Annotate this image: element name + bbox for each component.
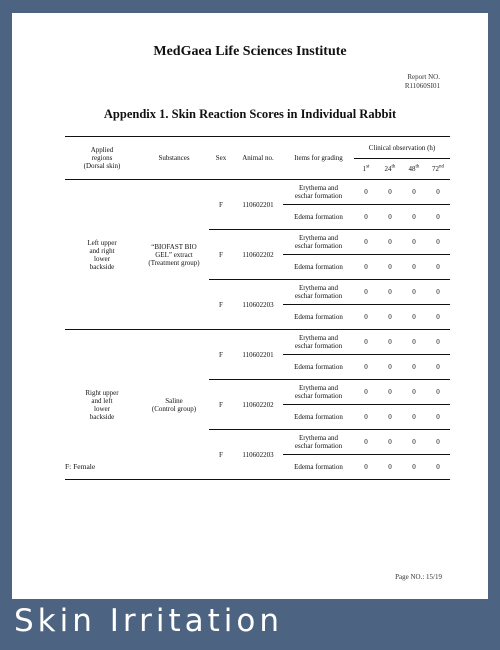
substance: Saline (Control group): [139, 330, 209, 480]
score-cell: 0: [378, 430, 402, 455]
header-clinical-observation: Clinical observation (h): [354, 137, 450, 159]
score-cell: 0: [426, 280, 450, 305]
sex-cell: F: [209, 330, 233, 380]
score-cell: 0: [426, 380, 450, 405]
score-cell: 0: [378, 305, 402, 330]
score-cell: 0: [354, 380, 378, 405]
score-cell: 0: [402, 455, 426, 480]
score-cell: 0: [378, 330, 402, 355]
grading-item: Erythema and eschar formation: [283, 280, 354, 305]
score-cell: 0: [378, 180, 402, 205]
sex-cell: F: [209, 430, 233, 480]
table-row: [65, 330, 450, 355]
substance: “BIOFAST BIO GEL” extract (Treatment group): [139, 180, 209, 330]
score-cell: 0: [426, 405, 450, 430]
score-cell: 0: [426, 305, 450, 330]
score-cell: 0: [426, 455, 450, 480]
score-cell: 0: [378, 280, 402, 305]
report-number: [405, 73, 440, 91]
section-banner: Skin Irritation: [14, 603, 283, 639]
grading-item: Erythema and eschar formation: [283, 180, 354, 205]
applied-region: Left upper and right lower backside: [65, 180, 139, 330]
animal-no-cell: 110602201: [233, 180, 283, 230]
skin-reaction-table: [65, 136, 450, 480]
score-cell: 0: [378, 205, 402, 230]
score-cell: 0: [426, 355, 450, 380]
score-cell: 0: [402, 305, 426, 330]
report-label: Report NO.: [407, 73, 440, 81]
score-cell: 0: [354, 255, 378, 280]
sex-cell: F: [209, 280, 233, 330]
grading-item: Edema formation: [283, 305, 354, 330]
appendix-title: Appendix 1. Skin Reaction Scores in Individual Rabbit: [103, 107, 397, 121]
score-cell: 0: [354, 280, 378, 305]
grading-item: Erythema and eschar formation: [283, 330, 354, 355]
score-cell: 0: [402, 430, 426, 455]
institute-name: MedGaea Life Sciences Institute: [153, 44, 347, 59]
grading-item: Edema formation: [283, 405, 354, 430]
header-regions: Applied regions (Dorsal skin): [65, 137, 139, 180]
score-cell: 0: [378, 355, 402, 380]
header-items: Items for grading: [283, 137, 354, 180]
animal-no-cell: 110602203: [233, 430, 283, 480]
score-cell: 0: [426, 330, 450, 355]
score-cell: 0: [378, 380, 402, 405]
animal-no-cell: 110602201: [233, 330, 283, 380]
grading-item: Edema formation: [283, 455, 354, 480]
score-cell: 0: [402, 355, 426, 380]
grading-item: Edema formation: [283, 205, 354, 230]
animal-no-cell: 110602202: [233, 380, 283, 430]
animal-no-cell: 110602202: [233, 230, 283, 280]
header-animal-no: Animal no.: [233, 137, 283, 180]
score-cell: 0: [354, 305, 378, 330]
score-cell: 0: [402, 330, 426, 355]
document-page: [12, 13, 488, 599]
score-cell: 0: [402, 255, 426, 280]
header-hour-72: 72nd: [426, 159, 450, 180]
grading-item: Erythema and eschar formation: [283, 430, 354, 455]
sex-cell: F: [209, 180, 233, 230]
score-cell: 0: [378, 255, 402, 280]
score-cell: 0: [426, 180, 450, 205]
animal-no-cell: 110602203: [233, 280, 283, 330]
score-cell: 0: [426, 430, 450, 455]
table-row: [65, 180, 450, 205]
score-cell: 0: [402, 205, 426, 230]
score-cell: 0: [426, 205, 450, 230]
score-cell: 0: [354, 405, 378, 430]
score-cell: 0: [354, 455, 378, 480]
report-id: R11060SI01: [404, 82, 440, 90]
score-cell: 0: [402, 230, 426, 255]
grading-item: Edema formation: [283, 355, 354, 380]
score-cell: 0: [426, 230, 450, 255]
page-number: Page NO.: 15/19: [395, 573, 442, 581]
score-cell: 0: [402, 280, 426, 305]
score-cell: 0: [354, 330, 378, 355]
header-hour-48: 48th: [402, 159, 426, 180]
header-hour-24: 24th: [378, 159, 402, 180]
score-cell: 0: [354, 430, 378, 455]
grading-item: Erythema and eschar formation: [283, 230, 354, 255]
sex-cell: F: [209, 230, 233, 280]
score-cell: 0: [354, 180, 378, 205]
header-substances: Substances: [139, 137, 209, 180]
header-sex: Sex: [209, 137, 233, 180]
grading-item: Edema formation: [283, 255, 354, 280]
score-cell: 0: [378, 405, 402, 430]
score-cell: 0: [354, 355, 378, 380]
applied-region: Right upper and left lower backside: [65, 330, 139, 480]
score-cell: 0: [378, 455, 402, 480]
score-cell: 0: [402, 380, 426, 405]
footnote: F: Female: [65, 462, 96, 471]
grading-item: Erythema and eschar formation: [283, 380, 354, 405]
score-cell: 0: [354, 205, 378, 230]
score-cell: 0: [426, 255, 450, 280]
score-cell: 0: [354, 230, 378, 255]
score-cell: 0: [402, 180, 426, 205]
score-cell: 0: [402, 405, 426, 430]
score-cell: 0: [378, 230, 402, 255]
sex-cell: F: [209, 380, 233, 430]
header-hour-1: 1st: [354, 159, 378, 180]
